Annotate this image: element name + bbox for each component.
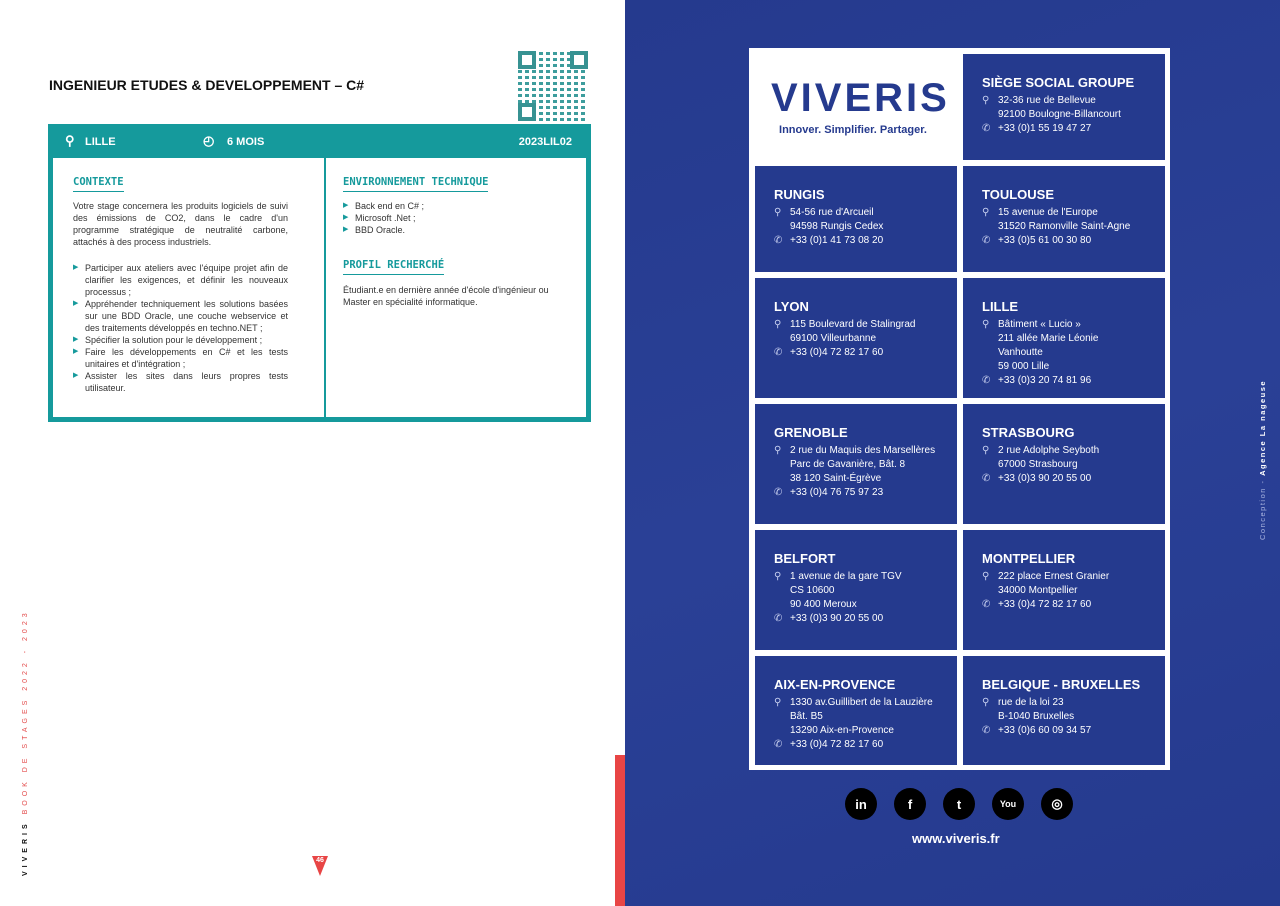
phone-icon: ✆ (774, 347, 783, 358)
address-line: 13290 Aix-en-Provence (790, 725, 894, 736)
office-address (774, 318, 957, 346)
office-card (963, 166, 1165, 272)
address-line: 34000 Montpellier (998, 585, 1078, 596)
office-card (755, 404, 957, 524)
office-address (774, 206, 957, 234)
address-line: B-1040 Bruxelles (998, 711, 1075, 722)
phone-number: +33 (0)3 90 20 55 00 (998, 473, 1092, 484)
profile-text: Étudiant.e en dernière année d'école d'ingénieur ou Master en spécialité informatique. (343, 285, 549, 307)
phone-number: +33 (0)1 55 19 47 27 (998, 123, 1092, 134)
address-line: 115 Boulevard de Stalingrad (790, 319, 916, 330)
office-phone (982, 122, 1165, 136)
office-card (755, 278, 957, 398)
location-pin-icon: ⚲ (982, 445, 990, 456)
address-line: 15 avenue de l'Europe (998, 207, 1098, 218)
instagram-icon[interactable]: ◎ (1041, 788, 1073, 820)
logo-wordmark: VIVERIS (771, 76, 950, 120)
office-name: AIX-EN-PROVENCE (774, 677, 896, 692)
youtube-icon[interactable]: You (992, 788, 1024, 820)
office-card (755, 530, 957, 650)
phone-number: +33 (0)5 61 00 30 80 (998, 235, 1092, 246)
office-name: TOULOUSE (982, 187, 1054, 202)
office-card (963, 530, 1165, 650)
environment-item: ▶ Back end en C# ; (343, 200, 563, 212)
address-line: 54-56 rue d'Arcueil (790, 207, 874, 218)
profile-heading: PROFIL RECHERCHÉ (343, 259, 444, 275)
environment-list (343, 200, 563, 236)
location-pin-icon: ⚲ (774, 207, 782, 218)
office-card (755, 656, 957, 765)
job-duration: 6 MOIS (227, 136, 265, 148)
location-pin-icon: ⚲ (982, 95, 990, 106)
address-line: 32-36 rue de Bellevue (998, 95, 1096, 106)
contexte-heading: CONTEXTE (73, 176, 124, 192)
address-line: 1330 av.Guillibert de la Lauzière (790, 697, 933, 708)
task-item: ▶ Faire les développements en C# et les tests unitaires et d'intégration ; (73, 346, 288, 370)
address-line: Bâtiment « Lucio » (998, 319, 1081, 330)
address-line: 222 place Ernest Granier (998, 571, 1110, 582)
office-address (982, 696, 1165, 724)
office-card (963, 54, 1165, 160)
office-phone (774, 612, 957, 626)
credit-agency: Agence La nageuse (1258, 379, 1267, 476)
phone-number: +33 (0)4 76 75 97 23 (790, 487, 884, 498)
office-name: BELGIQUE - BRUXELLES (982, 677, 1141, 692)
office-card (963, 278, 1165, 398)
office-phone (774, 234, 957, 248)
location-pin-icon: ⚲ (982, 697, 990, 708)
phone-icon: ✆ (982, 375, 991, 386)
location-pin-icon: ⚲ (774, 697, 782, 708)
location-pin-icon: ⚲ (774, 571, 782, 582)
linkedin-icon[interactable]: in (845, 788, 877, 820)
offices-grid (749, 48, 1170, 770)
address-line: CS 10600 (790, 585, 835, 596)
address-line: 92100 Boulogne-Billancourt (998, 109, 1121, 120)
address-line: Vanhoutte (998, 347, 1043, 358)
location-pin-icon: ⚲ (774, 319, 782, 330)
office-address (982, 570, 1165, 598)
office-name: GRENOBLE (774, 425, 848, 440)
task-item: ▶ Appréhender techniquement les solutions basées sur une BDD Oracle, une couche webservice et des traitements développés en techno.NET ; (73, 298, 288, 334)
phone-icon: ✆ (774, 613, 783, 624)
office-name: STRASBOURG (982, 425, 1075, 440)
office-phone (982, 374, 1165, 388)
phone-number: +33 (0)3 20 74 81 96 (998, 375, 1092, 386)
office-name: LILLE (982, 299, 1019, 314)
office-address (982, 444, 1165, 472)
location-pin-icon: ⚲ (982, 571, 990, 582)
phone-icon: ✆ (774, 739, 783, 750)
office-phone (982, 598, 1165, 612)
clock-icon: ◴ (203, 133, 215, 148)
address-line: 59 000 Lille (998, 361, 1050, 372)
office-address (774, 570, 957, 612)
office-card (755, 166, 957, 272)
office-address (982, 206, 1165, 234)
office-name: BELFORT (774, 551, 836, 566)
column-divider (324, 158, 326, 417)
task-list (73, 262, 288, 394)
address-line: 2 rue Adolphe Seyboth (998, 445, 1100, 456)
location-pin-icon: ⚲ (774, 445, 782, 456)
address-line: Bât. B5 (790, 711, 823, 722)
logo-tagline: Innover. Simplifier. Partager. (779, 124, 927, 136)
office-name: RUNGIS (774, 187, 825, 202)
office-name: LYON (774, 299, 809, 314)
page-number: 46 (316, 857, 324, 864)
job-info-bar (48, 124, 591, 158)
website-link[interactable]: www.viveris.fr (912, 831, 1000, 846)
task-item: ▶ Spécifier la solution pour le développement ; (73, 334, 288, 346)
office-address (982, 94, 1165, 122)
office-address (774, 444, 957, 486)
job-card (48, 124, 591, 422)
office-phone (982, 724, 1165, 738)
office-name: MONTPELLIER (982, 551, 1076, 566)
job-location: LILLE (85, 136, 116, 148)
office-phone (774, 486, 957, 500)
office-address (982, 318, 1165, 374)
phone-number: +33 (0)4 72 82 17 60 (998, 599, 1092, 610)
twitter-icon[interactable]: t (943, 788, 975, 820)
phone-number: +33 (0)4 72 82 17 60 (790, 739, 884, 750)
task-item: ▶ Assister les sites dans leurs propres tests utilisateur. (73, 370, 288, 394)
office-name: SIÈGE SOCIAL GROUPE (982, 75, 1135, 90)
office-card (963, 656, 1165, 765)
office-card (963, 404, 1165, 524)
qr-code[interactable] (518, 51, 588, 121)
office-address (774, 696, 957, 738)
book-brand: VIVERIS (22, 820, 29, 876)
phone-icon: ✆ (982, 235, 991, 246)
office-phone (774, 346, 957, 360)
phone-number: +33 (0)4 72 82 17 60 (790, 347, 884, 358)
phone-number: +33 (0)3 90 20 55 00 (790, 613, 884, 624)
facebook-icon[interactable]: f (894, 788, 926, 820)
address-line: 69100 Villeurbanne (790, 333, 877, 344)
phone-number: +33 (0)6 60 09 34 57 (998, 725, 1092, 736)
phone-icon: ✆ (982, 599, 991, 610)
credit-prefix: Conception - (1258, 475, 1267, 540)
design-credit (1258, 380, 1267, 540)
location-pin-icon: ⚲ (65, 133, 75, 148)
address-line: 2 rue du Maquis des Marsellères (790, 445, 936, 456)
phone-number: +33 (0)1 41 73 08 20 (790, 235, 884, 246)
phone-icon: ✆ (982, 123, 991, 134)
job-title: INGENIEUR ETUDES & DEVELOPPEMENT – C# (49, 77, 365, 93)
location-pin-icon: ⚲ (982, 319, 990, 330)
address-line: 67000 Strasbourg (998, 459, 1078, 470)
address-line: Parc de Gavanière, Bât. 8 (790, 459, 906, 470)
address-line: 94598 Rungis Cedex (790, 221, 884, 232)
environment-item: ▶ Microsoft .Net ; (343, 212, 563, 224)
address-line: rue de la loi 23 (998, 697, 1064, 708)
environment-item: ▶ BBD Oracle. (343, 224, 563, 236)
office-phone (774, 738, 957, 752)
phone-icon: ✆ (774, 487, 783, 498)
contexte-text: Votre stage concernera les produits logiciels de suivi des émissions de CO2, dans le cadre d'un programme stratégique de neutralité carbone, attachés à des process industriels. (73, 201, 288, 247)
address-line: 1 avenue de la gare TGV (790, 571, 902, 582)
phone-icon: ✆ (982, 725, 991, 736)
environment-heading: ENVIRONNEMENT TECHNIQUE (343, 176, 488, 192)
task-item: ▶ Participer aux ateliers avec l'équipe projet afin de clarifier les exigences, et définir les nouveaux processus ; (73, 262, 288, 298)
left-page (0, 0, 625, 906)
address-line: 211 allée Marie Léonie (998, 333, 1099, 344)
book-label (22, 609, 29, 876)
book-text: BOOK DE STAGES 2022 - 2023 (22, 609, 29, 815)
right-page (625, 0, 1280, 906)
office-phone (982, 234, 1165, 248)
red-accent-strip (615, 755, 625, 906)
address-line: 31520 Ramonville Saint-Agne (998, 221, 1131, 232)
job-reference: 2023LIL02 (518, 136, 572, 148)
phone-icon: ✆ (774, 235, 783, 246)
phone-icon: ✆ (982, 473, 991, 484)
address-line: 38 120 Saint-Égrève (790, 473, 882, 484)
job-details (53, 158, 586, 417)
address-line: 90 400 Meroux (790, 599, 857, 610)
office-phone (982, 472, 1165, 486)
location-pin-icon: ⚲ (982, 207, 990, 218)
viveris-logo (749, 48, 957, 165)
